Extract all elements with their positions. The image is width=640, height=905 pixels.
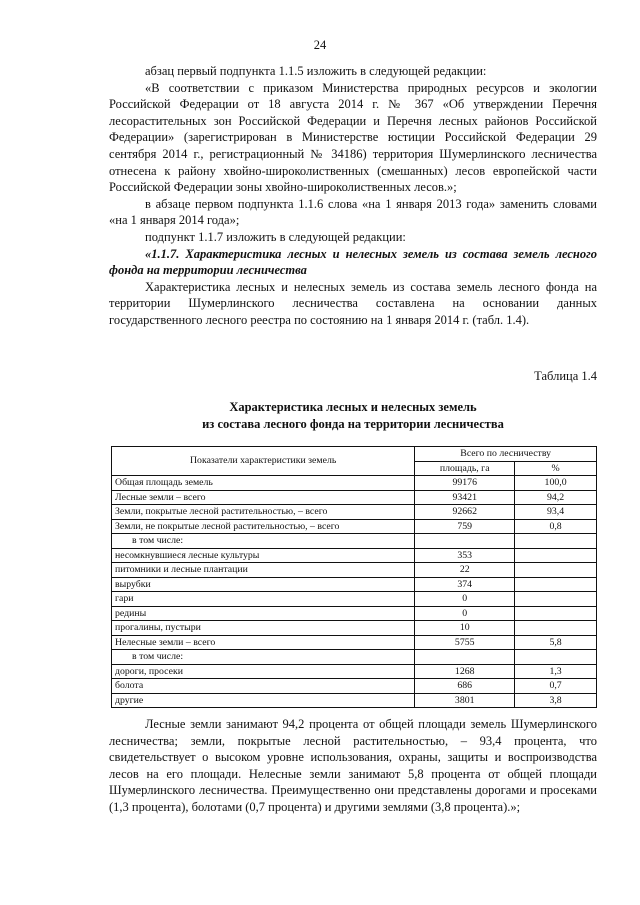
table-row: [112, 693, 597, 708]
row-area: 10: [415, 621, 515, 636]
row-label: Нелесные земли – всего: [112, 635, 415, 650]
row-label: прогалины, пустыри: [112, 621, 415, 636]
row-area: 0: [415, 592, 515, 607]
row-area: [415, 650, 515, 665]
row-area: 374: [415, 577, 515, 592]
table-row: [112, 679, 597, 694]
paragraph: в абзаце первом подпункта 1.1.6 слова «на 1 января 2013 года» заменить словами «на 1 января 2014 года»;: [109, 196, 597, 228]
land-characteristics-table: [111, 446, 597, 708]
row-label: питомники и лесные плантации: [112, 563, 415, 578]
table-row: [112, 534, 597, 549]
header-total: Всего по лесничеству: [415, 447, 597, 462]
row-percent: 5,8: [515, 635, 597, 650]
text-block-bottom: [109, 716, 597, 816]
text-block-top: [109, 63, 597, 329]
row-area: 759: [415, 519, 515, 534]
table-row: [112, 505, 597, 520]
row-label: Лесные земли – всего: [112, 490, 415, 505]
header-percent: %: [515, 461, 597, 476]
table-row: [112, 592, 597, 607]
row-area: [415, 534, 515, 549]
row-area: 686: [415, 679, 515, 694]
row-area: 22: [415, 563, 515, 578]
row-area: 5755: [415, 635, 515, 650]
row-label: редины: [112, 606, 415, 621]
table-body: [112, 476, 597, 708]
row-area: 1268: [415, 664, 515, 679]
row-label: в том числе:: [112, 534, 415, 549]
row-percent: 0,8: [515, 519, 597, 534]
header-area: площадь, га: [415, 461, 515, 476]
table-row: [112, 664, 597, 679]
row-percent: 1,3: [515, 664, 597, 679]
row-percent: 3,8: [515, 693, 597, 708]
table-row: [112, 548, 597, 563]
row-label: болота: [112, 679, 415, 694]
table-row: [112, 490, 597, 505]
table-row: [112, 563, 597, 578]
table-row: [112, 577, 597, 592]
row-label: Земли, не покрытые лесной растительностью, – всего: [112, 519, 415, 534]
row-percent: 93,4: [515, 505, 597, 520]
paragraph: абзац первый подпункта 1.1.5 изложить в следующей редакции:: [145, 64, 487, 78]
table-row: [112, 621, 597, 636]
row-percent: [515, 534, 597, 549]
header-indicator: Показатели характеристики земель: [112, 447, 415, 476]
row-area: 0: [415, 606, 515, 621]
paragraph: «В соответствии с приказом Министерства природных ресурсов и экологии Российской Федерации от 18 августа 2014 г. № 367 «Об утверждении Перечня лесорастительных зон Российской Федерации и Перечня лесных районов Российской Федерации» (зарегистрирован в Министерстве юстиции Российской Федерации 29 сентября 2014 г., регистрационный № 34186) территория Шумерлинского лесничества отнесена к району хвойно-широколиственных (смешанных) лесов европейской части Российской Федерации зоны хвойно-широколиственных лесов.»;: [109, 80, 597, 195]
paragraph: Характеристика лесных и нелесных земель из состава земель лесного фонда на территории Шумерлинского лесничества составлена на основании данных государственного лесного реестра по состоянию на 1 января 2014 г. (табл. 1.4).: [109, 279, 597, 327]
row-label: в том числе:: [112, 650, 415, 665]
table-header-row: [112, 447, 597, 462]
table-label: Таблица 1.4: [534, 369, 597, 383]
row-percent: 0,7: [515, 679, 597, 694]
row-label: другие: [112, 693, 415, 708]
table-title: [109, 399, 597, 432]
row-percent: [515, 548, 597, 563]
row-area: 3801: [415, 693, 515, 708]
row-area: 99176: [415, 476, 515, 491]
row-percent: [515, 606, 597, 621]
row-area: 92662: [415, 505, 515, 520]
row-percent: [515, 621, 597, 636]
page-number: 24: [313, 38, 327, 52]
row-percent: [515, 592, 597, 607]
table-row: [112, 476, 597, 491]
row-label: вырубки: [112, 577, 415, 592]
table-row: [112, 650, 597, 665]
table-title-line: из состава лесного фонда на территории лесничества: [202, 416, 504, 431]
row-label: дороги, просеки: [112, 664, 415, 679]
row-percent: [515, 650, 597, 665]
row-label: Земли, покрытые лесной растительностью, – всего: [112, 505, 415, 520]
row-label: несомкнувшиеся лесные культуры: [112, 548, 415, 563]
row-percent: [515, 577, 597, 592]
row-percent: 100,0: [515, 476, 597, 491]
row-label: Общая площадь земель: [112, 476, 415, 491]
row-label: гари: [112, 592, 415, 607]
section-heading: «1.1.7. Характеристика лесных и нелесных земель из состава земель лесного фонда на территории лесничества: [109, 246, 597, 278]
paragraph: Лесные земли занимают 94,2 процента от общей площади земель Шумерлинского лесничества; земли, покрытые лесной растительностью, – 93,4 процента, что свидетельствует о высоком уровне использования, охраны, защиты и воспроизводства лесов на его площади. Нелесные земли занимают 5,8 процента от общей площади Шумерлинского лесничества. Преимущественно они представлены дорогами и просеками (1,3 процента), болотами (0,7 процента) и другими землями (3,8 процента).»;: [109, 717, 597, 814]
table-row: [112, 519, 597, 534]
row-percent: 94,2: [515, 490, 597, 505]
row-area: 93421: [415, 490, 515, 505]
table-row: [112, 606, 597, 621]
table-title-line: Характеристика лесных и нелесных земель: [229, 400, 477, 414]
row-percent: [515, 563, 597, 578]
table-row: [112, 635, 597, 650]
row-area: 353: [415, 548, 515, 563]
paragraph: подпункт 1.1.7 изложить в следующей редакции:: [145, 229, 406, 244]
